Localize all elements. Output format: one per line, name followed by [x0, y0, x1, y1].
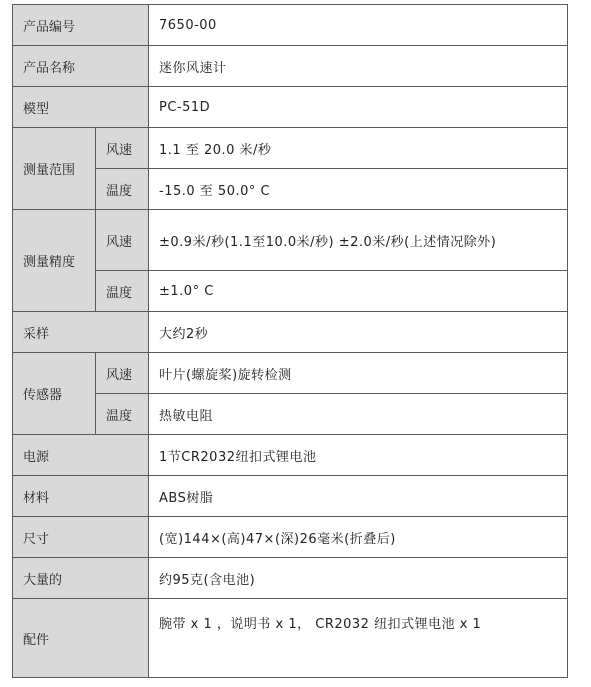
spec-value: PC-51D: [149, 87, 568, 128]
spec-row-accuracy-wind: [13, 210, 568, 271]
spec-label: 产品名称: [13, 46, 149, 87]
spec-label: 大量的: [13, 558, 149, 599]
spec-value: ABS树脂: [149, 476, 568, 517]
spec-row-sensor-temp: [13, 394, 568, 435]
spec-value: 叶片(螺旋桨)旋转检测: [149, 353, 568, 394]
spec-label: 模型: [13, 87, 149, 128]
spec-value: -15.0 至 50.0° C: [149, 169, 568, 210]
spec-label: 电源: [13, 435, 149, 476]
spec-sublabel: 风速: [96, 353, 149, 394]
spec-label: 产品编号: [13, 5, 149, 46]
spec-row-range-wind: [13, 128, 568, 169]
spec-row-sampling: [13, 312, 568, 353]
spec-value: 1节CR2032纽扣式锂电池: [149, 435, 568, 476]
spec-sublabel: 风速: [96, 128, 149, 169]
spec-label: 传感器: [13, 353, 96, 435]
spec-row-weight: [13, 558, 568, 599]
spec-row-model: [13, 87, 568, 128]
spec-value: ±0.9米/秒(1.1至10.0米/秒) ±2.0米/秒(上述情况除外): [149, 210, 568, 271]
spec-value: 热敏电阻: [149, 394, 568, 435]
spec-row-range-temp: [13, 169, 568, 210]
spec-sublabel: 温度: [96, 271, 149, 312]
spec-row-size: [13, 517, 568, 558]
spec-value: 7650-00: [149, 5, 568, 46]
spec-row-product-code: [13, 5, 568, 46]
spec-label: 采样: [13, 312, 149, 353]
spec-value: 大约2秒: [149, 312, 568, 353]
spec-sublabel: 风速: [96, 210, 149, 271]
spec-row-accuracy-temp: [13, 271, 568, 312]
spec-row-product-name: [13, 46, 568, 87]
spec-row-accessories: [13, 599, 568, 678]
spec-value: (宽)144×(高)47×(深)26毫米(折叠后): [149, 517, 568, 558]
spec-row-power: [13, 435, 568, 476]
spec-sublabel: 温度: [96, 394, 149, 435]
spec-value: 约95克(含电池): [149, 558, 568, 599]
spec-value: ±1.0° C: [149, 271, 568, 312]
spec-label: 材料: [13, 476, 149, 517]
spec-label: 测量范围: [13, 128, 96, 210]
spec-row-material: [13, 476, 568, 517]
spec-sublabel: 温度: [96, 169, 149, 210]
spec-value: 迷你风速计: [149, 46, 568, 87]
spec-label: 测量精度: [13, 210, 96, 312]
spec-value: 1.1 至 20.0 米/秒: [149, 128, 568, 169]
spec-value: 腕带 x 1 ，说明书 x 1， CR2032 纽扣式锂电池 x 1: [149, 599, 568, 678]
spec-label: 尺寸: [13, 517, 149, 558]
spec-label: 配件: [13, 599, 149, 678]
spec-table: [12, 4, 568, 678]
spec-row-sensor-wind: [13, 353, 568, 394]
